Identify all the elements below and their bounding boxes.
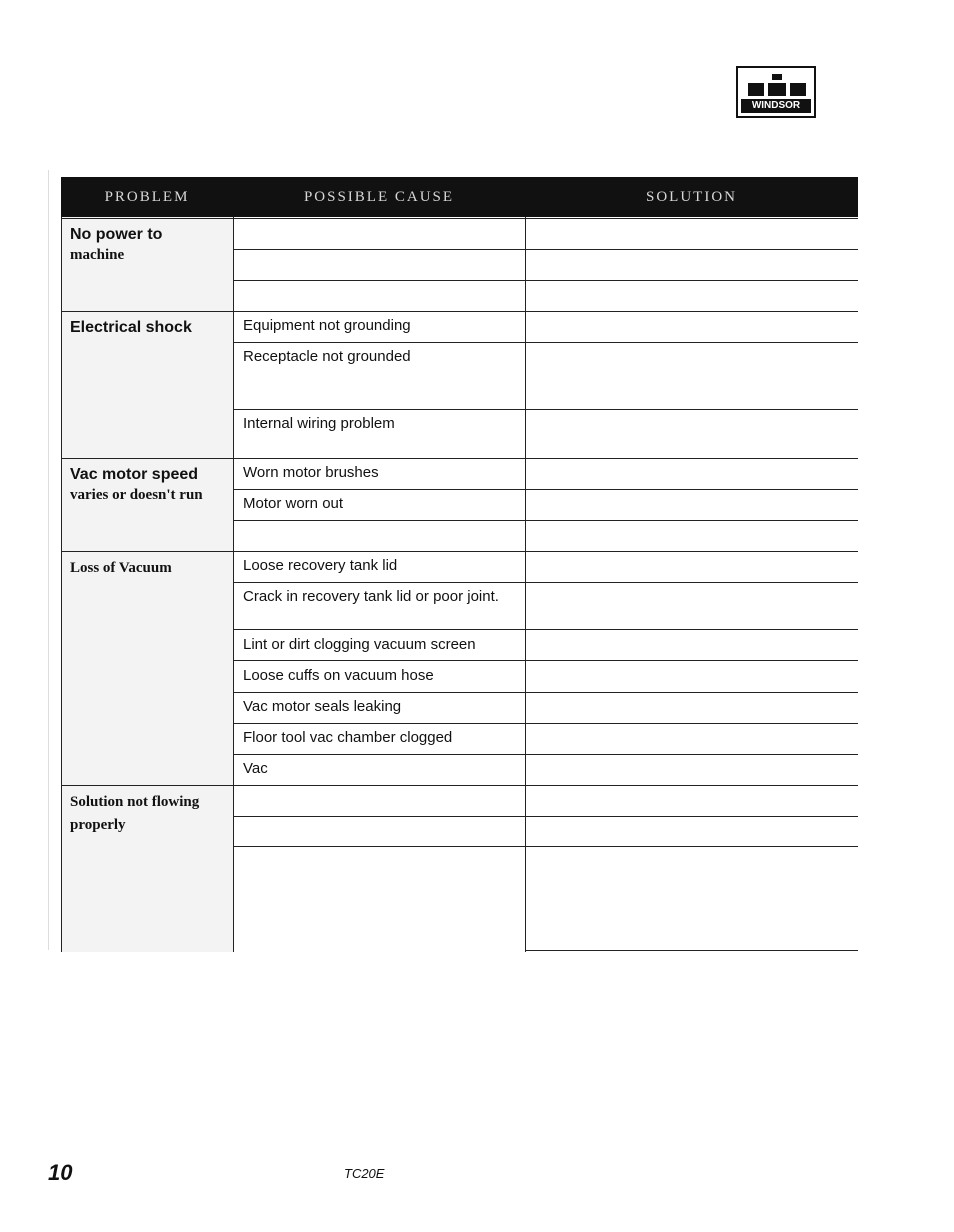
row-divider [233,280,858,281]
cause-equipment-not-grounding: Equipment not grounding [243,317,411,334]
cause-vac-motor-seals-leaking: Vac motor seals leaking [243,698,402,715]
header-solution: SOLUTION [646,189,737,205]
problem-solution-not-flowing: Solution not flowing properly [70,794,200,833]
row-divider [233,846,858,847]
windsor-logo [736,66,816,118]
column-divider-cause [233,217,234,952]
row-divider [233,520,858,521]
problem-electrical-shock: Electrical shock [70,319,192,336]
row-divider [61,551,858,552]
row-divider [233,660,858,661]
cause-vac-truncated: Vac [243,760,268,777]
problem-loss-of-vacuum: Loss of Vacuum [70,560,172,576]
header-possible-cause: POSSIBLE CAUSE [303,189,455,205]
row-divider [233,692,858,693]
row-divider [61,785,858,786]
cause-crack-in-recovery-tank-lid: Crack in recovery tank lid or poor joint. [243,588,499,605]
cause-internal-wiring-problem: Internal wiring problem [243,415,395,432]
cause-motor-worn-out: Motor worn out [243,495,344,512]
row-divider [233,489,858,490]
cause-worn-motor-brushes: Worn motor brushes [243,464,379,481]
model-name: TC20E [344,1166,385,1181]
row-divider [61,311,858,312]
problem-vac-motor-speed: Vac motor speed varies or doesn't run [70,466,203,503]
cause-receptacle-not-grounded: Receptacle not grounded [243,348,411,365]
row-divider [233,816,858,817]
row-divider [61,218,858,219]
windsor-logo-icon [744,74,808,98]
row-divider [525,950,858,951]
table-header [61,177,858,217]
row-divider [233,582,858,583]
header-problem: PROBLEM [104,189,190,205]
table-border-left [61,217,62,952]
problem-no-power: No power to machine [70,226,163,263]
cause-floor-tool-vac-chamber-clogged: Floor tool vac chamber clogged [243,729,453,746]
row-divider [233,723,858,724]
windsor-logo-text: WINDSOR [741,99,811,113]
page-edge-line [48,170,49,950]
row-divider [233,754,858,755]
row-divider [61,458,858,459]
row-divider [233,342,858,343]
row-divider [233,249,858,250]
troubleshooting-table [61,177,858,952]
cause-loose-cuffs-on-vacuum-hose: Loose cuffs on vacuum hose [243,667,434,684]
row-divider [233,409,858,410]
page-number: 10 [48,1160,73,1185]
column-divider-solution [525,217,526,952]
row-divider [233,629,858,630]
cause-lint-clogging-vacuum-screen: Lint or dirt clogging vacuum screen [243,636,476,653]
cause-loose-recovery-tank-lid: Loose recovery tank lid [243,557,398,574]
